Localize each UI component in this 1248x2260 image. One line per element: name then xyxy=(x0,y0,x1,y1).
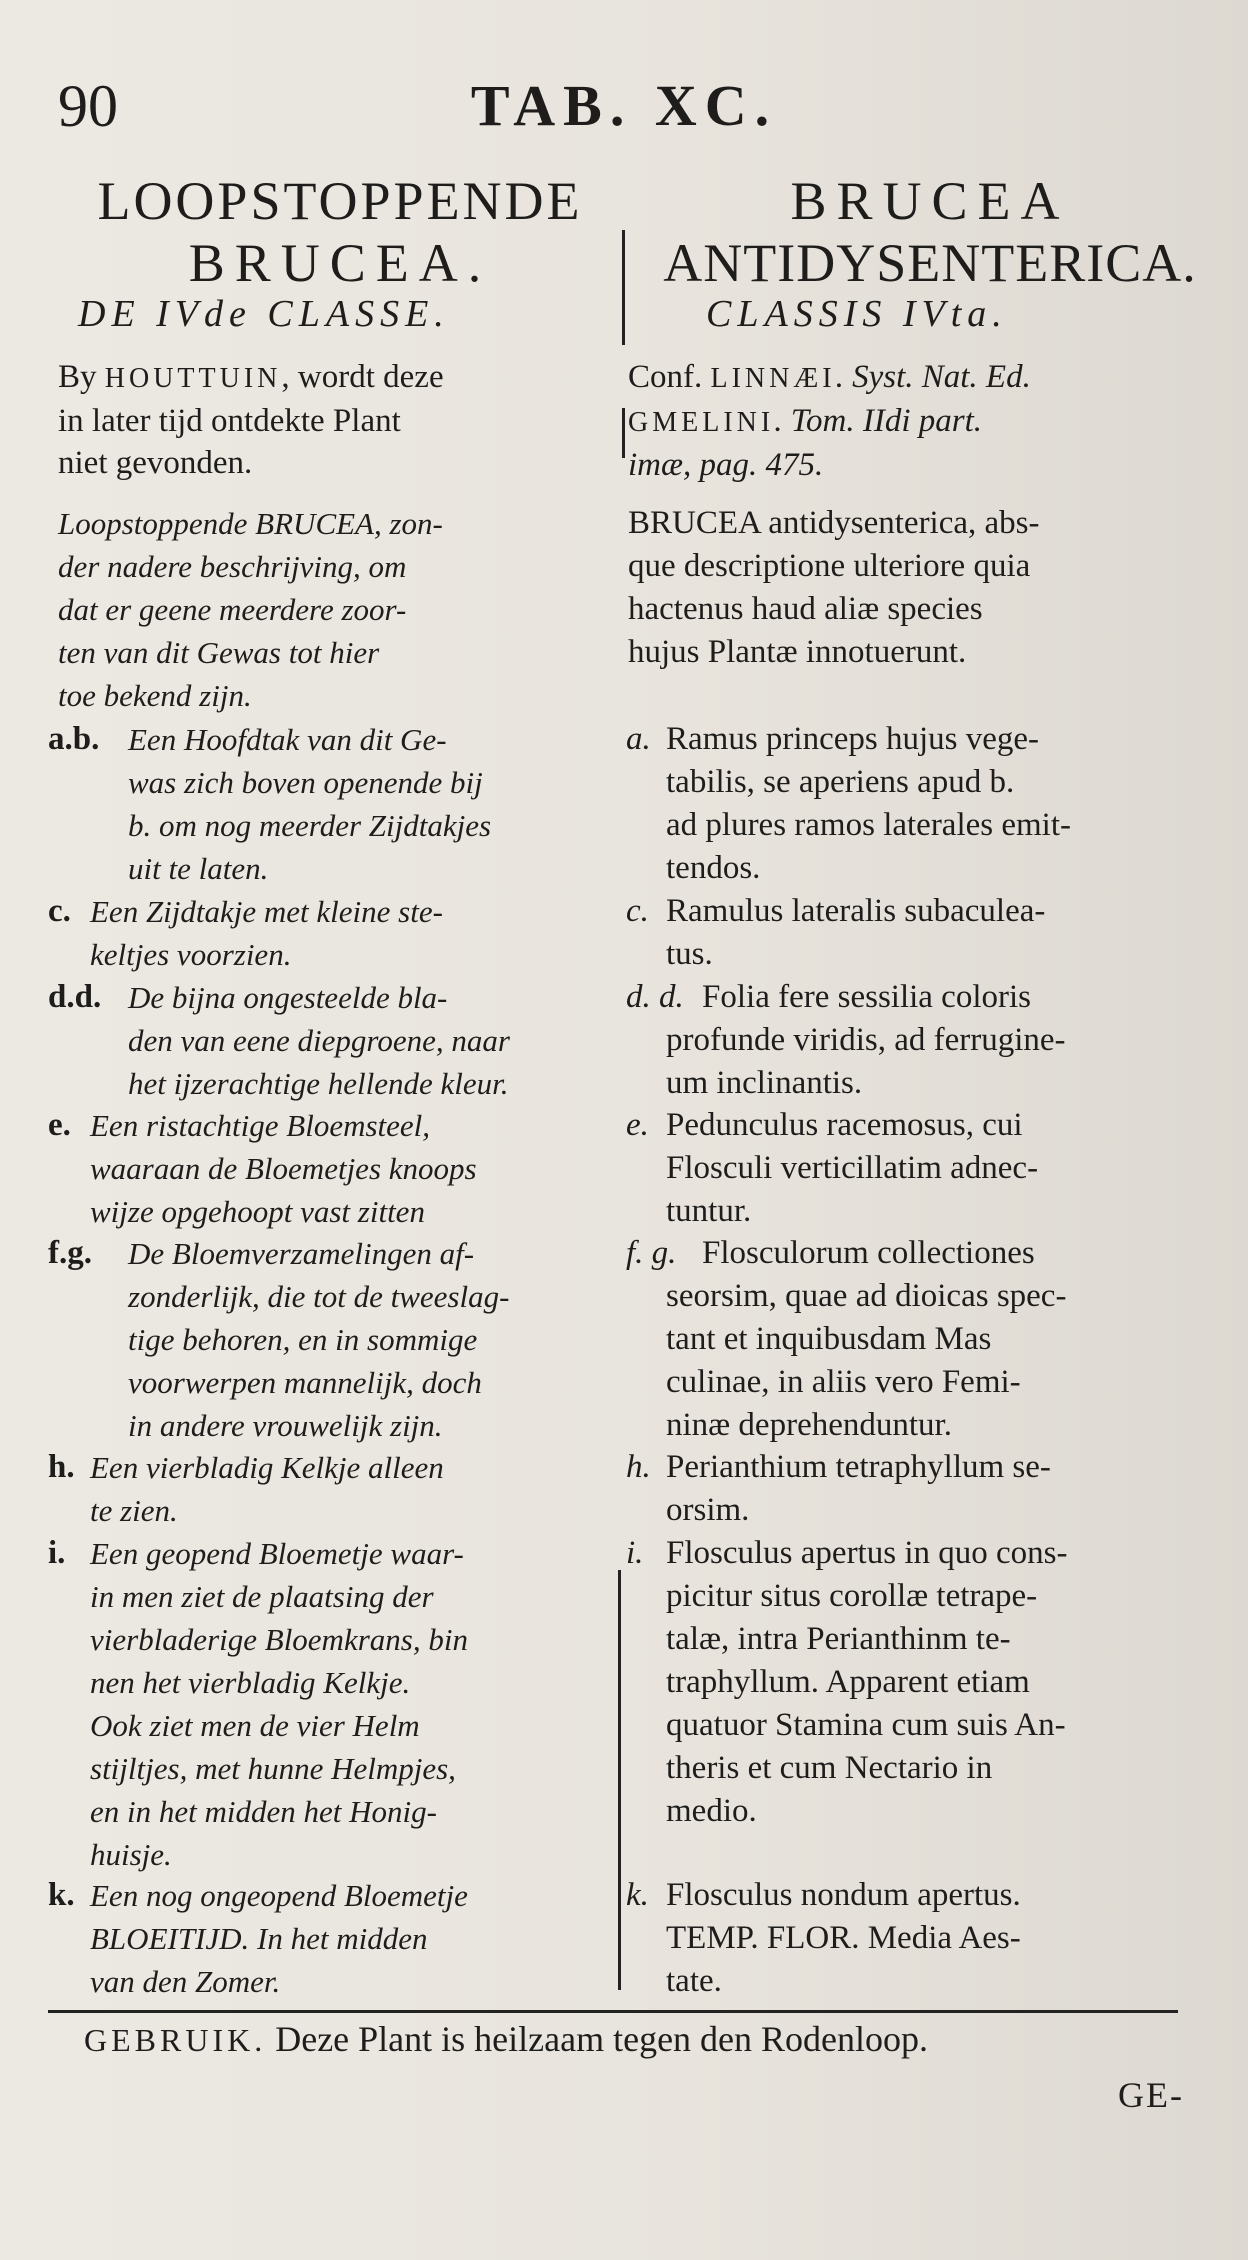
left-entry-text: Een ristachtige Bloemsteel, waaraan de Bloemetjes knoops wijze opgehoopt vast zitten xyxy=(90,1108,477,1229)
right-intro-author-2: GMELINI xyxy=(628,407,775,438)
right-entry-text: Pedunculus racemosus, cui Flosculi verticillatim adnec- tuntur. xyxy=(666,1107,1039,1229)
right-entry-text: Ramulus lateralis subaculea- tus. xyxy=(666,893,1046,972)
usage-text: Deze Plant is heilzaam tegen den Rodenloop. xyxy=(266,2019,929,2059)
right-intro-prefix: Conf. xyxy=(628,359,711,395)
left-entry-label: a.b. xyxy=(48,721,100,757)
left-entry-label: h. xyxy=(48,1449,75,1485)
left-intro-author: HOUTTUIN xyxy=(104,363,282,394)
left-entry-text: De bijna ongesteelde bla- den van eene diepgroene, naar het ijzerachtige hellende kleur. xyxy=(128,980,510,1101)
right-entry-label: k. xyxy=(626,1877,649,1913)
left-entry-text: De Bloemverzamelingen af- zonderlijk, die tot de tweeslag- tige behoren, en in sommige voorwerpen mannelijk, doch in andere vrouwelijk zijn. xyxy=(128,1236,510,1443)
footer-rule xyxy=(48,2010,1178,2013)
title-separator xyxy=(622,230,625,345)
left-entry-text: Een Zijdtakje met kleine ste- keltjes voorzien. xyxy=(90,894,443,972)
left-entry-label: c. xyxy=(48,893,71,929)
left-class: DE IVde CLASSE. xyxy=(78,293,450,335)
left-entry-text: Een nog ongeopend Bloemetje BLOEITIJD. In het midden van den Zomer. xyxy=(90,1878,468,1999)
right-title-line-2: ANTIDYSENTERICA. xyxy=(663,233,1197,293)
left-title-line-1: LOOPSTOPPENDE xyxy=(97,171,583,231)
right-entry-text: BRUCEA antidysenterica, abs- que descriptione ulteriore quia hactenus haud aliæ species hujus Plantæ innotuerunt. xyxy=(628,505,1040,670)
usage-note xyxy=(84,2018,928,2060)
left-intro-prefix: By xyxy=(58,359,105,395)
right-entry-text: Flosculorum collectiones seorsim, quae ad dioicas spec- tant et inquibusdam Mas culinae, in aliis vero Femi- ninæ deprehenduntur. xyxy=(666,1235,1067,1443)
right-entry-label: e. xyxy=(626,1107,649,1143)
left-entry-label: f.g. xyxy=(48,1235,92,1271)
catchword: GE- xyxy=(1118,2075,1184,2115)
right-class: CLASSIS IVta. xyxy=(706,293,1008,335)
right-intro-author-1: LINNÆI xyxy=(710,363,836,394)
left-intro-rest: , wordt deze in later tijd ontdekte Plant niet gevonden. xyxy=(58,359,444,481)
usage-heading: GEBRUIK. xyxy=(84,2022,267,2058)
right-intro xyxy=(628,356,1208,486)
left-title-line-2: BRUCEA. xyxy=(188,233,492,293)
right-entry-label: f. g. xyxy=(626,1235,677,1271)
left-intro xyxy=(58,356,628,484)
left-entry-label: e. xyxy=(48,1107,71,1143)
right-title-line-1: BRUCEA xyxy=(790,171,1070,231)
right-entry-text: Perianthium tetraphyllum se- orsim. xyxy=(666,1449,1051,1528)
right-intro-mid: . Syst. Nat. Ed. xyxy=(835,359,1031,395)
lower-column-separator xyxy=(618,1570,621,1990)
right-entry-label: c. xyxy=(626,893,649,929)
left-entry-text: Een Hoofdtak van dit Ge- was zich boven openende bij b. om nog meerder Zijdtakjes uit te laten. xyxy=(128,722,492,886)
right-entry-text: Folia fere sessilia coloris profunde viridis, ad ferrugine- um inclinantis. xyxy=(666,979,1066,1101)
intro-separator xyxy=(622,408,625,458)
left-entry-text: Loopstoppende BRUCEA, zon- der nadere beschrijving, om dat er geene meerdere zoor- ten van dit Gewas tot hier toe bekend zijn. xyxy=(58,506,443,713)
left-entry-text: Een vierbladig Kelkje alleen te zien. xyxy=(90,1450,444,1528)
right-entry-text: Ramus princeps hujus vege- tabilis, se aperiens apud b. ad plures ramos laterales emit- tendos. xyxy=(666,721,1072,886)
left-entry-label: k. xyxy=(48,1877,75,1913)
right-entry-label: a. xyxy=(626,721,651,757)
left-title xyxy=(40,170,640,294)
right-entry-label: i. xyxy=(626,1535,644,1571)
left-entry-label: d.d. xyxy=(48,979,102,1015)
right-entry-text: Flosculus apertus in quo cons- picitur situs corollæ tetrape- talæ, intra Perianthinm te- traphyllum. Apparent etiam quatuor Stamina cum suis An- theris et cum Nectario in medio. xyxy=(666,1535,1068,1829)
left-entry-label: i. xyxy=(48,1535,66,1571)
right-title xyxy=(640,170,1220,294)
page-number: 90 xyxy=(58,73,118,139)
right-intro-rest: . Tom. IIdi part. imæ, pag. 475. xyxy=(628,403,983,483)
left-entry-text: Een geopend Bloemetje waar- in men ziet de plaatsing der vierbladerige Bloemkrans, bin nen het vierbladig Kelkje. Ook ziet men de vier Helm stijltjes, met hunne Helmpjes, en in het midden het Honig- huisje. xyxy=(90,1536,468,1872)
right-entry-text: Flosculus nondum apertus. TEMP. FLOR. Media Aes- tate. xyxy=(666,1877,1021,1999)
right-entry-label: d. d. xyxy=(626,979,684,1015)
plate-header: TAB. XC. xyxy=(470,73,778,138)
right-entry-label: h. xyxy=(626,1449,651,1485)
